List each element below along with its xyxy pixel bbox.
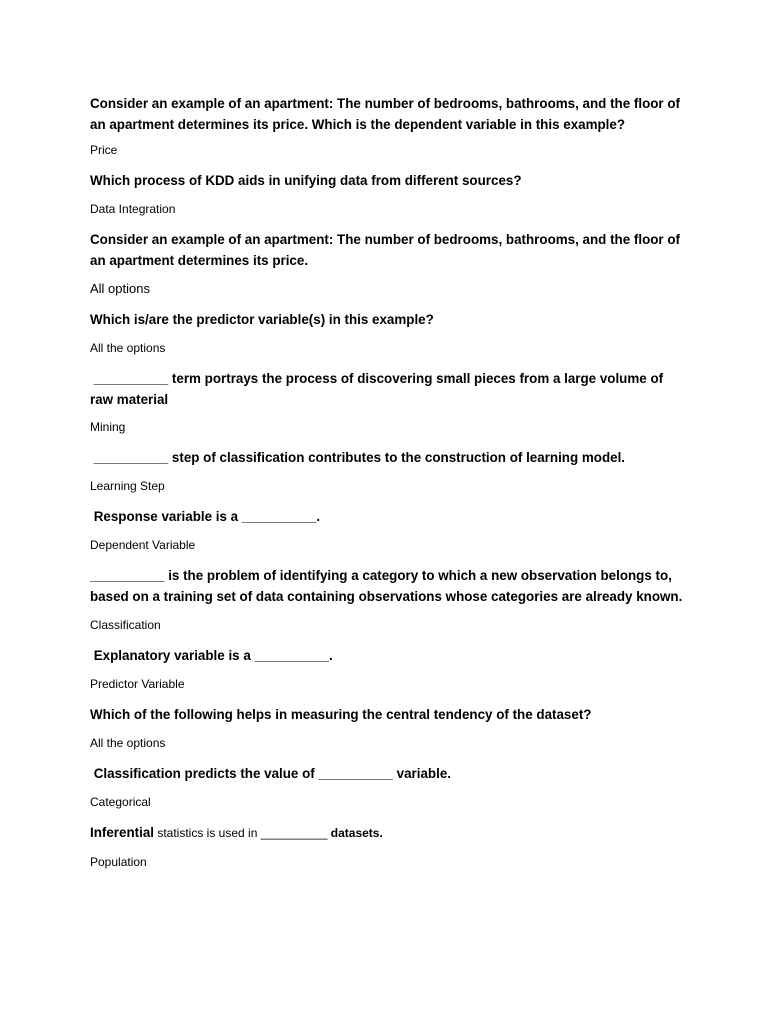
answer-6: Learning Step <box>90 479 165 493</box>
question-4: Which is/are the predictor variable(s) in this example? <box>90 312 434 327</box>
answer-10: All the options <box>90 736 166 750</box>
question-6: __________ step of classification contributes to the construction of learning model. <box>90 450 626 465</box>
question-12-middle: statistics is used in __________ <box>154 826 331 840</box>
question-1: Consider an example of an apartment: The number of bedrooms, bathrooms, and the floor of an apartment determines its price. Which is the dependent variable in this example? <box>90 96 684 132</box>
question-5: __________ term portrays the process of discovering small pieces from a large volume of raw material <box>90 371 667 407</box>
question-12-tail: datasets. <box>330 826 383 840</box>
question-3: Consider an example of an apartment: The number of bedrooms, bathrooms, and the floor of an apartment determines its price. <box>90 232 684 268</box>
question-12-lead: Inferential <box>90 825 154 840</box>
answer-2: Data Integration <box>90 202 176 216</box>
answer-5: Mining <box>90 420 126 434</box>
question-7: Response variable is a __________. <box>90 509 321 524</box>
question-2: Which process of KDD aids in unifying data from different sources? <box>90 173 522 188</box>
question-10: Which of the following helps in measuring the central tendency of the dataset? <box>90 707 592 722</box>
answer-7: Dependent Variable <box>90 538 196 552</box>
question-9: Explanatory variable is a __________. <box>90 648 333 663</box>
answer-4: All the options <box>90 341 166 355</box>
answer-3: All options <box>90 281 150 296</box>
answer-11: Categorical <box>90 795 151 809</box>
answer-9: Predictor Variable <box>90 677 185 691</box>
question-11: Classification predicts the value of __________ variable. <box>90 766 451 781</box>
answer-8: Classification <box>90 618 161 632</box>
question-8: __________ is the problem of identifying a category to which a new observation belongs to, based on a training set of data containing observations whose categories are already known. <box>90 568 683 604</box>
answer-12: Population <box>90 855 147 869</box>
question-12 <box>90 822 688 844</box>
answer-1: Price <box>90 143 118 157</box>
